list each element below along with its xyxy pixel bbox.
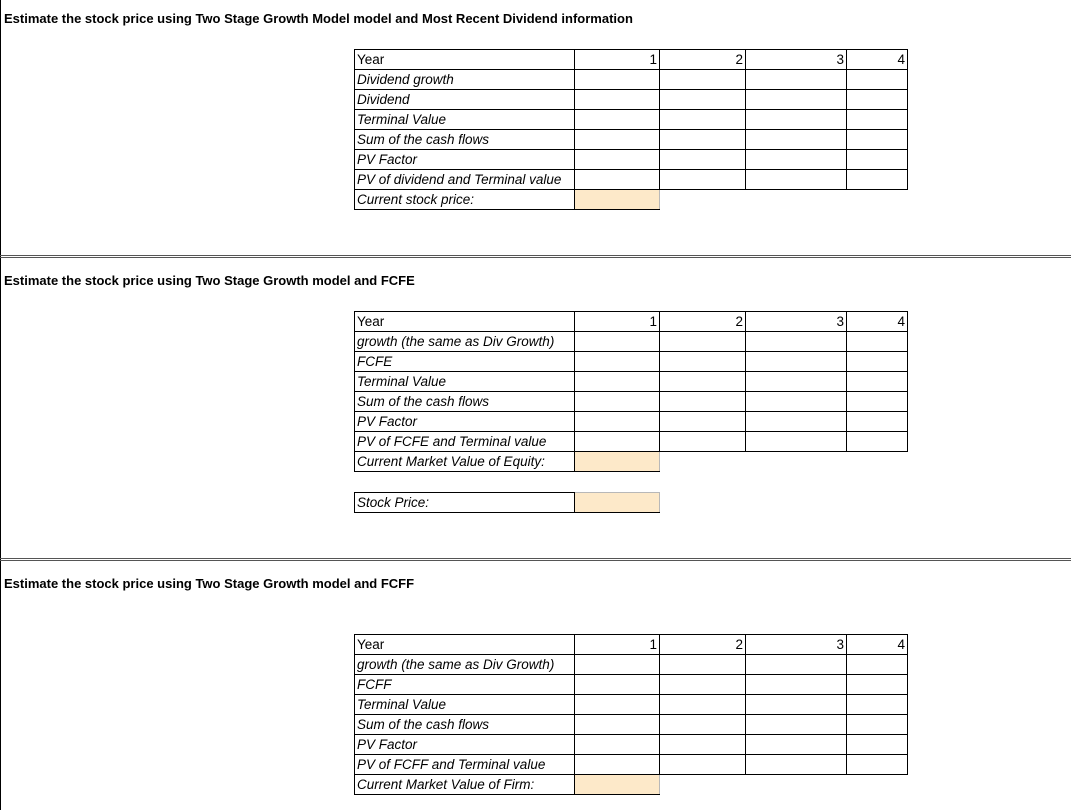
table-row	[355, 372, 908, 392]
table-row	[355, 110, 908, 130]
value-cell[interactable]	[660, 675, 746, 695]
market-value-equity-input[interactable]	[575, 452, 660, 472]
value-cell[interactable]	[746, 675, 847, 695]
year-3-cell[interactable]: 3	[746, 50, 847, 70]
row-label-pv-factor[interactable]: PV Factor	[355, 150, 575, 170]
row-label-terminal-value[interactable]: Terminal Value	[355, 372, 575, 392]
year-3-cell[interactable]: 3	[746, 312, 847, 332]
year-2-cell[interactable]: 2	[660, 635, 746, 655]
value-cell[interactable]	[847, 655, 908, 675]
section-3-title: Estimate the stock price using Two Stage Growth model and FCFF	[4, 576, 415, 591]
section-2-title: Estimate the stock price using Two Stage Growth model and FCFE	[4, 273, 415, 288]
value-cell[interactable]	[746, 372, 847, 392]
value-cell[interactable]	[575, 130, 660, 150]
year-2-cell[interactable]: 2	[660, 50, 746, 70]
row-label-pv-dividend-terminal[interactable]: PV of dividend and Terminal value	[355, 170, 575, 190]
value-cell[interactable]	[746, 392, 847, 412]
table-row	[355, 655, 908, 675]
row-label-stock-price[interactable]: Stock Price:	[355, 493, 575, 513]
value-cell[interactable]	[660, 412, 746, 432]
value-cell[interactable]	[746, 352, 847, 372]
value-cell[interactable]	[847, 735, 908, 755]
row-label-sum-cash-flows[interactable]: Sum of the cash flows	[355, 715, 575, 735]
value-cell[interactable]	[575, 412, 660, 432]
left-edge-rule	[0, 0, 1, 810]
row-label-year[interactable]: Year	[355, 312, 575, 332]
value-cell[interactable]	[660, 70, 746, 90]
table-row	[355, 150, 908, 170]
stock-price-input[interactable]	[575, 493, 660, 513]
row-label-year[interactable]: Year	[355, 635, 575, 655]
table-row	[355, 432, 908, 452]
row-label-fcff[interactable]: FCFF	[355, 675, 575, 695]
value-cell[interactable]	[660, 372, 746, 392]
value-cell[interactable]	[847, 372, 908, 392]
value-cell[interactable]	[746, 432, 847, 452]
value-cell[interactable]	[575, 655, 660, 675]
value-cell[interactable]	[660, 150, 746, 170]
table-row	[355, 70, 908, 90]
value-cell[interactable]	[575, 695, 660, 715]
value-cell[interactable]	[660, 735, 746, 755]
table-row	[355, 412, 908, 432]
row-label-pv-factor[interactable]: PV Factor	[355, 735, 575, 755]
year-3-cell[interactable]: 3	[746, 635, 847, 655]
table-row	[355, 130, 908, 150]
fcff-model-table	[354, 634, 908, 795]
row-label-growth[interactable]: growth (the same as Div Growth)	[355, 332, 575, 352]
value-cell[interactable]	[746, 715, 847, 735]
value-cell[interactable]	[575, 372, 660, 392]
value-cell[interactable]	[660, 392, 746, 412]
value-cell[interactable]	[660, 695, 746, 715]
fcfe-model-table	[354, 311, 908, 513]
table-row	[355, 755, 908, 775]
table-row	[355, 90, 908, 110]
value-cell[interactable]	[746, 332, 847, 352]
value-cell[interactable]	[746, 170, 847, 190]
table-row	[355, 695, 908, 715]
value-cell[interactable]	[575, 755, 660, 775]
value-cell[interactable]	[847, 755, 908, 775]
value-cell[interactable]	[575, 432, 660, 452]
table-row	[355, 392, 908, 412]
value-cell[interactable]	[575, 735, 660, 755]
table-row	[355, 332, 908, 352]
value-cell[interactable]	[575, 352, 660, 372]
year-4-cell[interactable]: 4	[847, 312, 908, 332]
value-cell[interactable]	[660, 715, 746, 735]
value-cell[interactable]	[847, 432, 908, 452]
value-cell[interactable]	[660, 352, 746, 372]
table-row	[355, 635, 908, 655]
table-row	[355, 735, 908, 755]
value-cell[interactable]	[660, 130, 746, 150]
row-label-terminal-value[interactable]: Terminal Value	[355, 695, 575, 715]
year-4-cell[interactable]: 4	[847, 50, 908, 70]
value-cell[interactable]	[660, 432, 746, 452]
row-label-fcfe[interactable]: FCFE	[355, 352, 575, 372]
row-label-dividend-growth[interactable]: Dividend growth	[355, 70, 575, 90]
year-4-cell[interactable]: 4	[847, 635, 908, 655]
value-cell[interactable]	[575, 332, 660, 352]
table-row	[355, 170, 908, 190]
value-cell[interactable]	[847, 675, 908, 695]
value-cell[interactable]	[847, 332, 908, 352]
row-label-market-value-firm[interactable]: Current Market Value of Firm:	[355, 775, 575, 795]
value-cell[interactable]	[847, 715, 908, 735]
value-cell[interactable]	[746, 735, 847, 755]
value-cell[interactable]	[575, 675, 660, 695]
row-label-sum-cash-flows[interactable]: Sum of the cash flows	[355, 392, 575, 412]
value-cell[interactable]	[847, 412, 908, 432]
row-label-growth[interactable]: growth (the same as Div Growth)	[355, 655, 575, 675]
value-cell[interactable]	[746, 695, 847, 715]
table-row	[355, 775, 908, 795]
table-row	[355, 312, 908, 332]
value-cell[interactable]	[660, 755, 746, 775]
row-label-year[interactable]: Year	[355, 50, 575, 70]
value-cell[interactable]	[847, 90, 908, 110]
market-value-firm-input[interactable]	[575, 775, 660, 795]
value-cell[interactable]	[660, 110, 746, 130]
value-cell[interactable]	[575, 392, 660, 412]
value-cell[interactable]	[660, 170, 746, 190]
value-cell[interactable]	[847, 695, 908, 715]
section-1-title: Estimate the stock price using Two Stage Growth Model model and Most Recent Dividend information	[4, 11, 633, 26]
value-cell[interactable]	[847, 392, 908, 412]
value-cell[interactable]	[575, 150, 660, 170]
value-cell[interactable]	[575, 90, 660, 110]
year-1-cell[interactable]: 1	[575, 312, 660, 332]
table-row	[355, 352, 908, 372]
section-separator	[0, 255, 1071, 258]
value-cell[interactable]	[746, 90, 847, 110]
table-row	[355, 50, 908, 70]
row-label-sum-cash-flows[interactable]: Sum of the cash flows	[355, 130, 575, 150]
value-cell[interactable]	[575, 70, 660, 90]
year-1-cell[interactable]: 1	[575, 50, 660, 70]
value-cell[interactable]	[847, 110, 908, 130]
value-cell[interactable]	[660, 90, 746, 110]
value-cell[interactable]	[575, 170, 660, 190]
year-1-cell[interactable]: 1	[575, 635, 660, 655]
value-cell[interactable]	[847, 170, 908, 190]
section-separator	[0, 558, 1071, 561]
row-label-pv-fcfe-terminal[interactable]: PV of FCFE and Terminal value	[355, 432, 575, 452]
table-row	[355, 190, 908, 210]
value-cell[interactable]	[746, 655, 847, 675]
value-cell[interactable]	[746, 412, 847, 432]
value-cell[interactable]	[660, 655, 746, 675]
row-label-market-value-equity[interactable]: Current Market Value of Equity:	[355, 452, 575, 472]
value-cell[interactable]	[746, 70, 847, 90]
value-cell[interactable]	[847, 130, 908, 150]
year-2-cell[interactable]: 2	[660, 312, 746, 332]
value-cell[interactable]	[746, 150, 847, 170]
row-label-dividend[interactable]: Dividend	[355, 90, 575, 110]
value-cell[interactable]	[746, 755, 847, 775]
value-cell[interactable]	[847, 70, 908, 90]
dividend-model-table	[354, 49, 908, 210]
value-cell[interactable]	[575, 715, 660, 735]
row-label-pv-fcff-terminal[interactable]: PV of FCFF and Terminal value	[355, 755, 575, 775]
current-stock-price-input[interactable]	[575, 190, 660, 210]
row-label-pv-factor[interactable]: PV Factor	[355, 412, 575, 432]
row-label-terminal-value[interactable]: Terminal Value	[355, 110, 575, 130]
value-cell[interactable]	[746, 130, 847, 150]
table-row	[355, 493, 908, 513]
row-label-current-stock-price[interactable]: Current stock price:	[355, 190, 575, 210]
value-cell[interactable]	[847, 150, 908, 170]
value-cell[interactable]	[847, 352, 908, 372]
value-cell[interactable]	[660, 332, 746, 352]
table-row	[355, 715, 908, 735]
value-cell[interactable]	[575, 110, 660, 130]
value-cell[interactable]	[746, 110, 847, 130]
table-row	[355, 675, 908, 695]
table-row	[355, 452, 908, 472]
